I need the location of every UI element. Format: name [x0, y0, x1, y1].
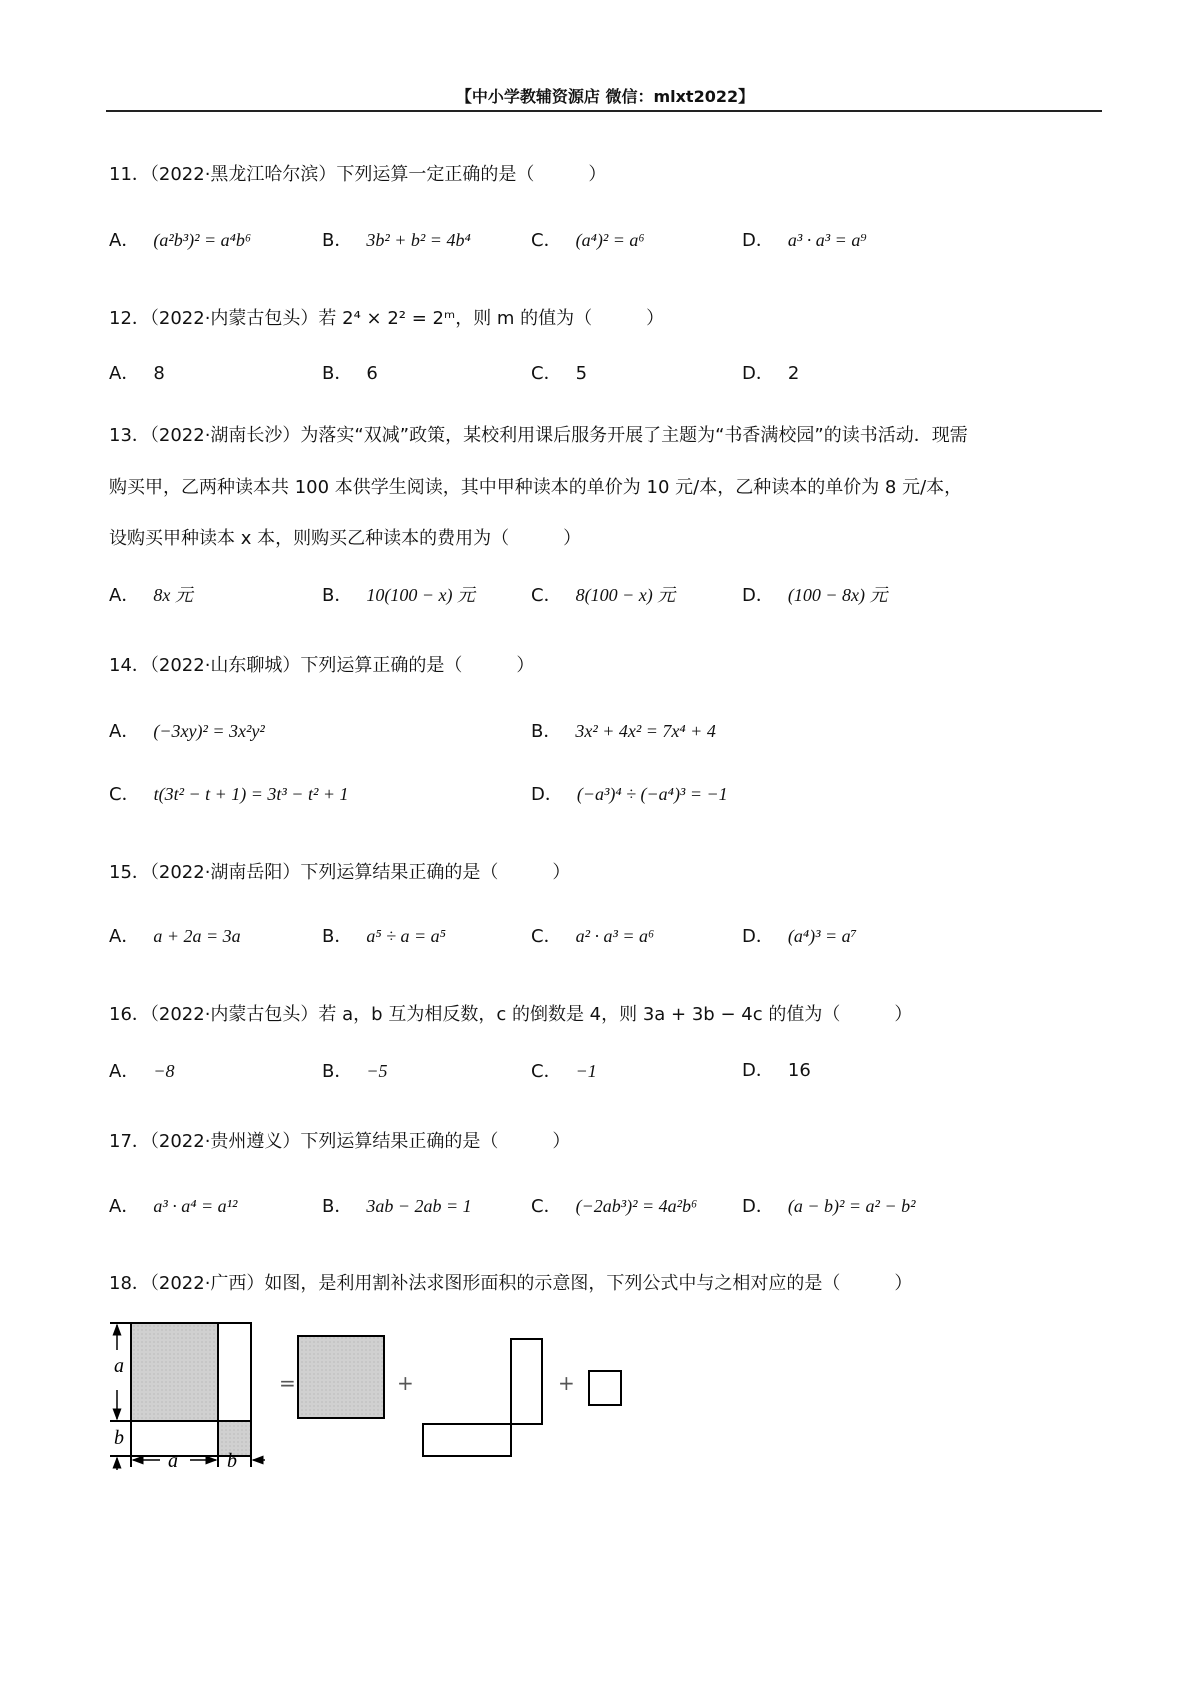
question-18-stem: 18．（2022·广西）如图，是利用割补法求图形面积的示意图，下列公式中与之相对应的是（ ）	[109, 1273, 913, 1294]
option-label: C．	[531, 585, 562, 606]
vertical-rectangle	[511, 1339, 542, 1424]
question-13-stem-line-3: 设购买甲种读本 x 本，则购买乙种读本的费用为（ ）	[109, 528, 582, 549]
option-text: −8	[153, 1061, 175, 1081]
option-text: (a²b³)² = a⁴b⁶	[153, 230, 252, 250]
option-text: −1	[575, 1061, 597, 1081]
question-13-stem-line-2: 购买甲，乙两种读本共 100 本供学生阅读，其中甲种读本的单价为 10 元/本，乙种读本的单价为 8 元/本，	[109, 477, 963, 498]
composite-square	[110, 1323, 251, 1467]
question-17-stem: 17．（2022·贵州遵义）下列运算结果正确的是（ ）	[109, 1131, 571, 1152]
l-shape-rectangles	[423, 1339, 542, 1456]
question-16-stem: 16．（2022·内蒙古包头）若 a，b 互为相反数，c 的倒数是 4，则 3a + 3b − 4c 的值为（ ）	[109, 1004, 913, 1025]
result-shaded-square	[298, 1336, 384, 1418]
option-text: 2	[787, 363, 800, 384]
option-text: 3b² + b² = 4b⁴	[366, 230, 471, 250]
option-text: 3ab − 2ab = 1	[366, 1196, 472, 1216]
option-label: B．	[322, 1061, 353, 1082]
option-text: (a − b)² = a² − b²	[787, 1196, 916, 1216]
option-label: A．	[109, 363, 140, 384]
option-label: B．	[531, 721, 562, 742]
option-label: D．	[742, 926, 774, 947]
option-label: D．	[742, 230, 774, 251]
option-text: 5	[575, 363, 588, 384]
option-text: 8x 元	[153, 585, 193, 605]
option-label: C．	[531, 230, 562, 251]
option-label: A．	[109, 230, 140, 251]
question-14-stem: 14．（2022·山东聊城）下列运算正确的是（ ）	[109, 655, 535, 676]
label-a-vertical: a	[114, 1355, 124, 1377]
option-label: D．	[742, 1196, 774, 1217]
option-label: D．	[742, 363, 774, 384]
question-13-stem-line-1: 13．（2022·湖南长沙）为落实“双减”政策，某校利用课后服务开展了主题为“书香满校园”的读书活动．现需	[109, 425, 968, 446]
option-text: (−a³)⁴ ÷ (−a⁴)³ = −1	[576, 784, 728, 804]
option-label: A．	[109, 721, 140, 742]
option-label: D．	[531, 784, 563, 805]
option-text: 6	[366, 363, 378, 384]
option-text: 8(100 − x) 元	[575, 585, 676, 605]
option-text: a² · a³ = a⁶	[575, 926, 655, 946]
option-label: B．	[322, 363, 353, 384]
option-label: D．	[742, 585, 774, 606]
option-label: A．	[109, 1196, 140, 1217]
plus-sign-2: +	[558, 1371, 575, 1395]
option-label: B．	[322, 585, 353, 606]
option-text: a³ · a⁴ = a¹²	[153, 1196, 238, 1216]
option-text: t(3t² − t + 1) = 3t³ − t² + 1	[153, 784, 349, 804]
option-label: B．	[322, 1196, 353, 1217]
option-text: 16	[787, 1060, 811, 1081]
option-text: (a⁴)² = a⁶	[575, 230, 645, 250]
option-text: (−2ab³)² = 4a²b⁶	[575, 1196, 698, 1216]
question-15-stem: 15．（2022·湖南岳阳）下列运算结果正确的是（ ）	[109, 862, 571, 883]
page-header: 【中小学教辅资源店 微信：mlxt2022】	[455, 87, 755, 106]
shaded-a-square	[131, 1323, 218, 1421]
option-text: a³ · a³ = a⁹	[787, 230, 867, 250]
option-label: C．	[531, 1061, 562, 1082]
option-text: 10(100 − x) 元	[366, 585, 475, 605]
option-label: A．	[109, 585, 140, 606]
option-text: (a⁴)³ = a⁷	[787, 926, 857, 946]
option-label: B．	[322, 926, 353, 947]
equals-sign: =	[279, 1371, 296, 1395]
option-label: C．	[531, 926, 562, 947]
option-label: A．	[109, 1061, 140, 1082]
question-12-stem: 12．（2022·内蒙古包头）若 2⁴ × 2² = 2ᵐ，则 m 的值为（ ）	[109, 308, 665, 329]
option-label: C．	[109, 784, 140, 805]
option-text: −5	[366, 1061, 388, 1081]
option-text: (−3xy)² = 3x²y²	[153, 721, 265, 741]
option-label: C．	[531, 363, 562, 384]
question-11-stem: 11．（2022·黑龙江哈尔滨）下列运算一定正确的是（ ）	[109, 164, 607, 185]
label-b-vertical: b	[114, 1427, 124, 1449]
label-a-horizontal: a	[168, 1450, 178, 1472]
option-text: (100 − 8x) 元	[787, 585, 888, 605]
option-text: a + 2a = 3a	[153, 926, 241, 946]
label-b-horizontal: b	[227, 1450, 237, 1472]
option-text: 8	[153, 363, 165, 384]
horizontal-rectangle	[423, 1424, 511, 1456]
option-text: 3x² + 4x² = 7x⁴ + 4	[575, 721, 716, 741]
option-label: C．	[531, 1196, 562, 1217]
option-label: B．	[322, 230, 353, 251]
option-label: D．	[742, 1060, 774, 1081]
plus-sign-1: +	[397, 1371, 414, 1395]
option-label: A．	[109, 926, 140, 947]
option-text: a⁵ ÷ a = a⁵	[366, 926, 446, 946]
small-square	[589, 1371, 621, 1405]
